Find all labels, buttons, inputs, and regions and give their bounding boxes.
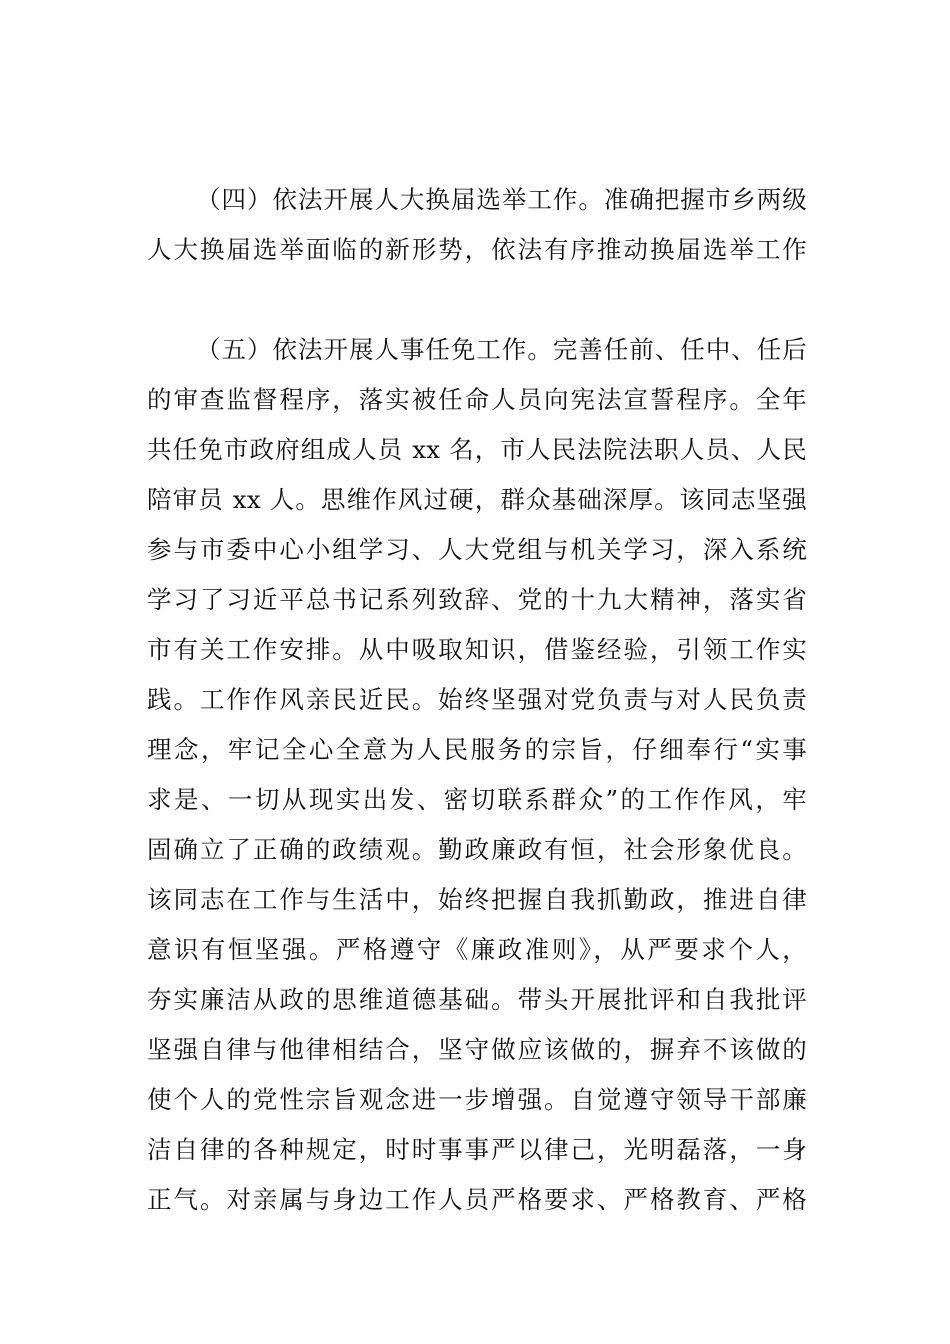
text-line: 的审查监督程序，落实被任命人员向宪法宣誓程序。全年 [147,385,807,414]
text-line: 市有关工作安排。从中吸取知识，借鉴经验，引领工作实 [147,635,807,664]
text-line: 该同志在工作与生活中，始终把握自我抓勤政，推进自律 [147,885,807,914]
paragraph-section-5 [147,325,807,1225]
text-line: 理念，牢记全心全意为人民服务的宗旨，仔细奉行“实事 [147,735,807,764]
paragraph-section-4 [147,175,807,275]
text-line: （四）依法开展人大换届选举工作。准确把握市乡两级 [196,185,807,214]
text-line: 陪审员 xx 人。思维作风过硬，群众基础深厚。该同志坚强 [147,485,807,514]
text-line: 坚强自律与他律相结合，坚守做应该做的，摒弃不该做的 [147,1035,807,1064]
text-line: 使个人的党性宗旨观念进一步增强。自觉遵守领导干部廉 [147,1085,807,1114]
text-line: 践。工作作风亲民近民。始终坚强对党负责与对人民负责 [147,685,807,714]
text-line: 正气。对亲属与身边工作人员严格要求、严格教育、严格 [147,1185,807,1214]
text-line: 洁自律的各种规定，时时事事严以律己，光明磊落，一身 [147,1135,807,1164]
text-line: 夯实廉洁从政的思维道德基础。带头开展批评和自我批评 [147,985,807,1014]
text-line: 学习了习近平总书记系列致辞、党的十九大精神，落实省 [147,585,807,614]
text-line: 固确立了正确的政绩观。勤政廉政有恒，社会形象优良。 [147,835,807,864]
text-line: 共任免市政府组成人员 xx 名，市人民法院法职人员、人民 [147,435,807,464]
text-line: （五）依法开展人事任免工作。完善任前、任中、任后 [196,335,807,364]
text-line: 人大换届选举面临的新形势，依法有序推动换届选举工作 [147,235,807,264]
text-line: 求是、一切从现实出发、密切联系群众”的工作作风，牢 [147,785,807,814]
text-line: 意识有恒坚强。严格遵守《廉政准则》，从严要求个人， [147,935,807,964]
text-line: 参与市委中心小组学习、人大党组与机关学习，深入系统 [147,535,807,564]
